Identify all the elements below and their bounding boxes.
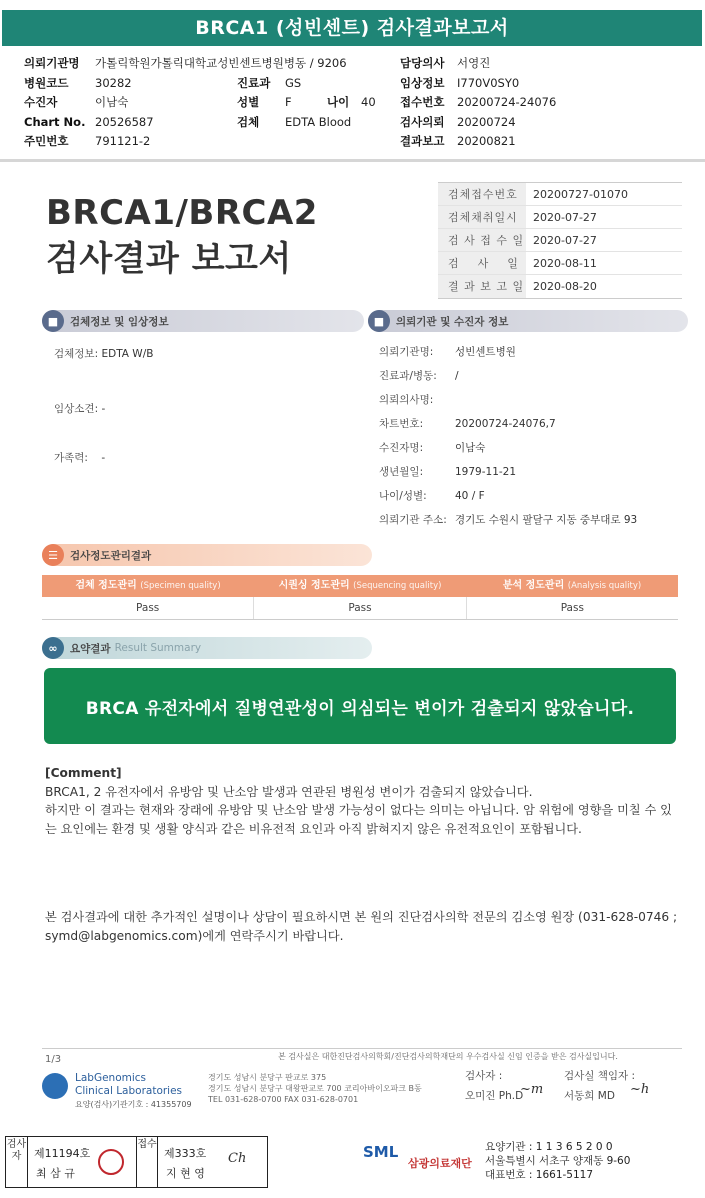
info-row-specimen: 검체 EDTA Blood	[237, 114, 352, 129]
sml-info: 요양기관 : 1 1 3 6 5 2 0 0 서울특별시 서초구 양재동 9-60 대표번호 : 1661-5117	[485, 1141, 631, 1181]
comment-line: BRCA1, 2 유전자에서 유방암 및 난소암 발생과 연관된 병원성 변이가 검출되지 않았습니다.	[45, 784, 533, 799]
tester-name: 오미진 Ph.D	[465, 1090, 524, 1102]
institution-row: 의뢰의사명:	[379, 394, 434, 406]
info-row-report-date: 결과보고 20200821	[400, 134, 516, 148]
accept-signature: Ch	[228, 1151, 247, 1166]
qc-table-values	[42, 597, 678, 620]
chief-label: 검사실 책임자 :	[564, 1070, 636, 1082]
lock-icon: ■	[368, 310, 390, 332]
sml-logo: SML	[363, 1143, 399, 1161]
info-label: 의뢰기관명	[24, 56, 80, 70]
family-history: 가족력: -	[54, 452, 106, 464]
tester-signature: ~m	[520, 1082, 544, 1097]
institution-row: 진료과/병동: /	[379, 370, 459, 382]
patient-info-column-2	[237, 74, 376, 133]
institution-row: 의뢰기관명: 성빈센트병원	[379, 346, 516, 358]
info-row-hospital-code: 병원코드 30282	[24, 75, 132, 90]
ribbon-icon: ∞	[42, 637, 64, 659]
info-row-department: 진료과 GS	[237, 75, 302, 90]
accept-name: 지 현 영	[166, 1167, 205, 1180]
accept-number: 제333호	[164, 1147, 207, 1160]
institution-section-header: ■ 의뢰기관 및 수진자 정보	[368, 310, 688, 332]
seal-icon	[98, 1149, 124, 1175]
qc-section-header: ☰ 검사정도관리결과	[42, 544, 372, 566]
qc-header-cell: 시퀀싱 정도관리 (Sequencing quality)	[278, 580, 442, 591]
chief-signature: ~h	[630, 1082, 650, 1097]
specimen-info: 검체정보: EDTA W/B	[54, 348, 154, 360]
specimen-section-header: ■ 검체정보 및 임상정보	[42, 310, 364, 332]
date-row: 검 사 일 2020-08-11	[438, 252, 682, 275]
info-row-clinical-info: 임상정보 I770V0SY0	[400, 75, 520, 90]
info-row-chart-no: Chart No. 20526587	[24, 114, 154, 129]
info-value: 가톨릭학원가톨릭대학교성빈센트병원병동 / 9206	[95, 56, 347, 70]
exam-number: 제11194호	[34, 1147, 91, 1160]
info-row-institution	[24, 54, 347, 74]
clipboard-icon: ☰	[42, 544, 64, 566]
report-header-title: BRCA1 (성빈센트) 검사결과보고서	[2, 10, 702, 46]
lab-code: 요양(검사)기관기호 : 41355709	[75, 1100, 192, 1109]
qc-value-cell: Pass	[560, 602, 584, 614]
institution-row: 차트번호: 20200724-24076,7	[379, 418, 556, 430]
date-row: 검 사 접 수 일 2020-07-27	[438, 229, 682, 252]
institution-row: 나이/성별: 40 / F	[379, 490, 485, 502]
lab-name: LabGenomics Clinical Laboratories	[75, 1072, 183, 1097]
comment-block	[45, 764, 681, 838]
date-row: 검체접수번호 20200727-01070	[438, 183, 682, 206]
institution-row: 수진자명: 이남숙	[379, 442, 486, 454]
report-page	[28, 168, 688, 1120]
comment-title: [Comment]	[45, 766, 122, 780]
report-title: BRCA1/BRCA2 검사결과 보고서	[46, 193, 318, 279]
lab-address: 경기도 성남시 분당구 판교로 375 경기도 성남시 분당구 대왕판교로 700 코리아바이오파크 B동 TEL 031-628-0700 FAX 031-628-0701	[208, 1073, 422, 1104]
tester-label: 검사자 :	[465, 1070, 503, 1082]
exam-label: 검사자	[6, 1137, 28, 1187]
chief-name: 서동희 MD	[564, 1090, 615, 1102]
labgenomics-logo-icon	[42, 1073, 68, 1099]
sml-foundation-name: 삼광의료재단	[408, 1157, 472, 1170]
contact-text: 본 검사결과에 대한 추가적인 설명이나 상담이 필요하시면 본 원의 진단검사의학 전문의 김소영 원장 (031-628-0746 ; symd@labgenomics.com)에게 연락주시기 바랍니다.	[45, 910, 678, 943]
qc-value-cell: Pass	[254, 597, 466, 619]
lock-icon: ■	[42, 310, 64, 332]
info-row-request-date: 검사의뢰 20200724	[400, 114, 516, 129]
patient-info-column-3	[400, 54, 556, 152]
comment-line: 하지만 이 결과는 현재와 장래에 유방암 및 난소암 발생 가능성이 없다는 의미는 아닙니다. 암 위험에 영향을 미칠 수 있는 요인에는 환경 및 생활 양식과 같은 비유전적 요인과 아직 밝혀지지 않은 유전적요인이 포함됩니다.	[45, 803, 672, 836]
info-row-patient: 수진자 이남숙	[24, 95, 129, 109]
header-divider	[0, 159, 705, 162]
summary-section-header: ∞ 요약결과 Result Summary	[42, 637, 372, 659]
date-row: 결 과 보 고 일 2020-08-20	[438, 275, 682, 298]
qc-value-cell: Pass	[42, 597, 254, 619]
clinical-finding: 임상소견: -	[54, 403, 106, 415]
qc-header-cell: 분석 정도관리 (Analysis quality)	[502, 580, 642, 591]
qc-header-cell: 검체 정도관리 (Specimen quality)	[75, 580, 221, 591]
qc-table-header	[42, 575, 678, 597]
date-row: 검체채취일시 2020-07-27	[438, 206, 682, 229]
info-row-receipt-no: 접수번호 20200724-24076	[400, 95, 557, 109]
info-row-resident-no: 주민번호 791121-2	[24, 134, 151, 148]
date-table	[438, 182, 682, 299]
footer-divider	[42, 1048, 682, 1049]
info-row-sex-age: 성별 F 나이 40	[237, 95, 376, 109]
stamp-box	[5, 1136, 268, 1188]
certification-note: 본 검사실은 대한진단검사의학회/진단검사의학재단의 우수검사실 신임 인증을 받은 검사실입니다.	[278, 1052, 618, 1061]
institution-row: 의뢰기관 주소: 경기도 수원시 팔달구 지동 중부대로 93	[379, 514, 638, 526]
result-summary-box: BRCA 유전자에서 질병연관성이 의심되는 변이가 검출되지 않았습니다.	[44, 668, 676, 744]
page-number: 1/3	[45, 1054, 62, 1065]
accept-label: 접수	[136, 1137, 158, 1187]
info-row-doctor: 담당의사 서영진	[400, 56, 491, 70]
institution-row: 생년월일: 1979-11-21	[379, 466, 517, 478]
exam-name: 최 삼 규	[36, 1167, 75, 1180]
